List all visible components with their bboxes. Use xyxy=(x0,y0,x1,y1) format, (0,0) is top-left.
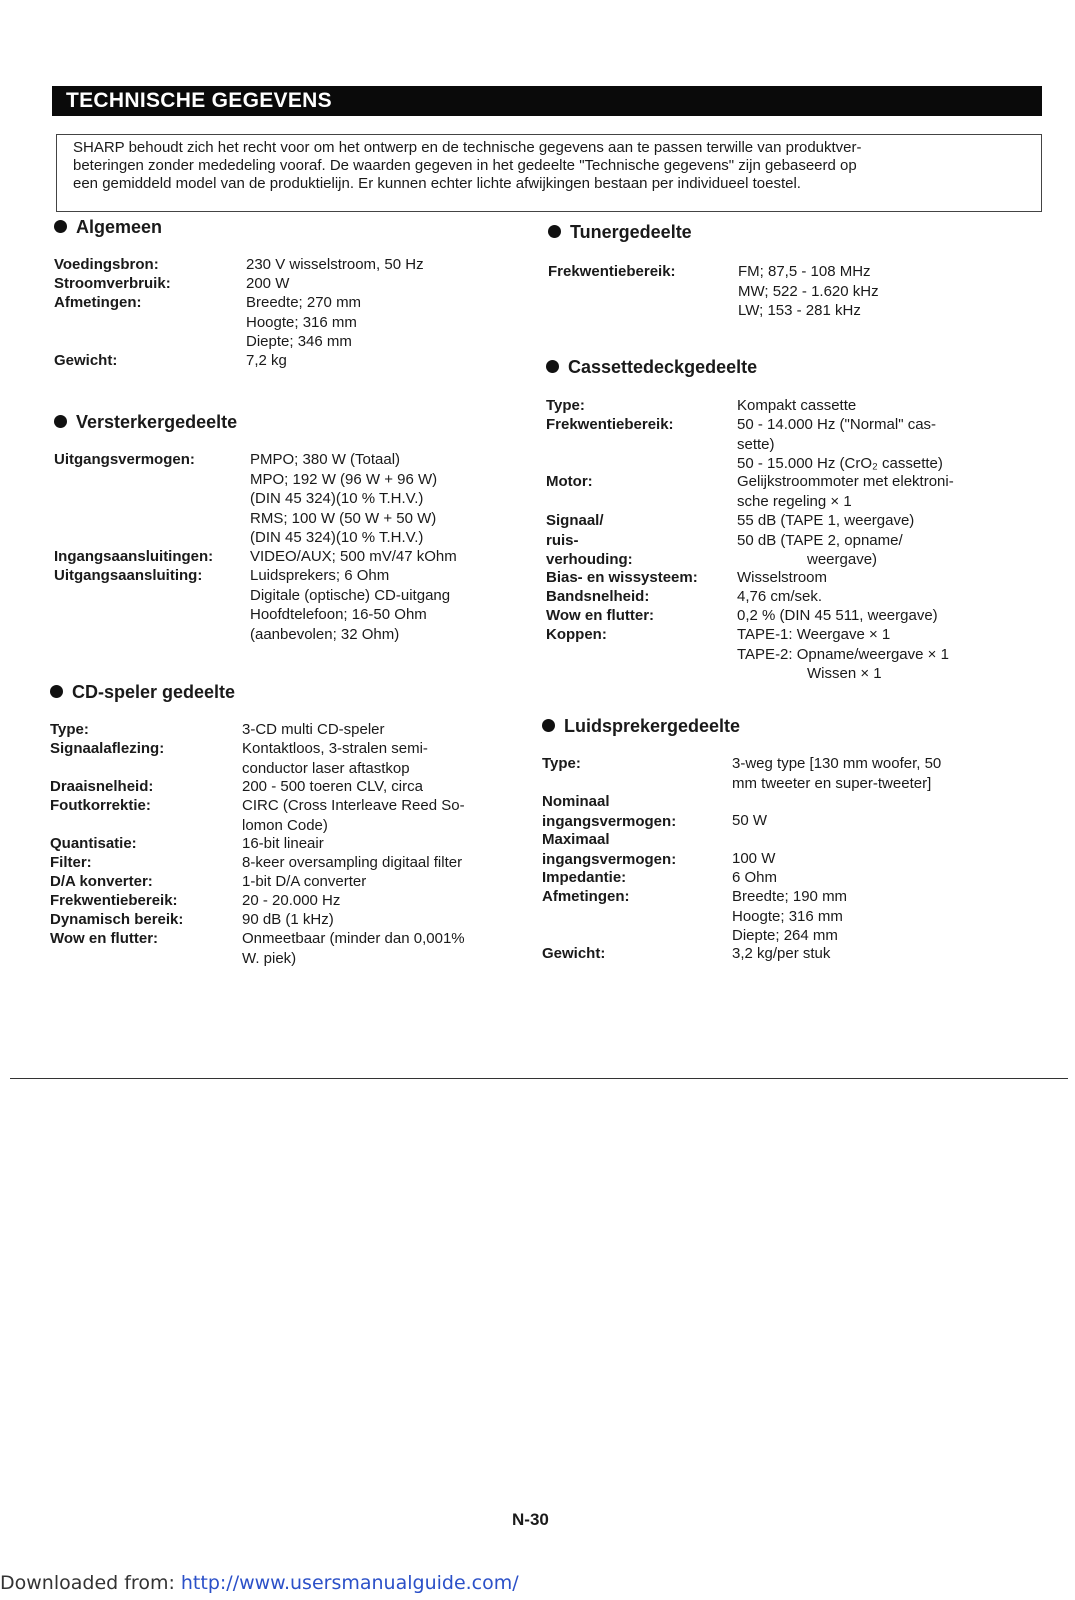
spec-label: Koppen: xyxy=(546,626,607,643)
spec-label: Draaisnelheid: xyxy=(50,778,154,795)
spec-label: Type: xyxy=(546,397,585,414)
section-title: Cassettedeckgedeelte xyxy=(546,357,757,378)
spec-label: Frekwentiebereik: xyxy=(548,263,676,280)
spec-label: Quantisatie: xyxy=(50,835,137,852)
spec-value: Kontaktloos, 3-stralen semi- conductor laser aftastkop xyxy=(242,740,428,777)
disclaimer-text xyxy=(73,139,1033,193)
footer-link[interactable]: http://www.usersmanualguide.com/ xyxy=(180,1572,519,1594)
section-title: Luidsprekergedeelte xyxy=(542,716,740,737)
spec-label: Uitgangsvermogen: xyxy=(54,451,195,468)
spec-value: 16-bit lineair xyxy=(242,835,324,852)
spec-label: Filter: xyxy=(50,854,92,871)
spec-value: Wisselstroom xyxy=(737,569,828,586)
footer-prefix: Downloaded from: xyxy=(0,1572,181,1594)
spec-label: Nominaal ingangsvermogen: xyxy=(542,793,677,830)
spec-label: Impedantie: xyxy=(542,869,627,886)
spec-value: Kompakt cassette xyxy=(737,397,857,414)
spec-value: Breedte; 190 mm Hoogte; 316 mm Diepte; 264 mm xyxy=(732,888,848,944)
spec-label: Maximaal ingangsvermogen: xyxy=(542,831,677,868)
spec-value: 200 - 500 toeren CLV, circa xyxy=(242,778,423,795)
spec-label: Wow en flutter: xyxy=(546,607,655,624)
spec-label: Uitgangsaansluiting: xyxy=(54,567,203,584)
spec-value: Onmeetbaar (minder dan 0,001% W. piek) xyxy=(242,930,465,967)
spec-value: CIRC (Cross Interleave Reed So- lomon Code) xyxy=(242,797,465,834)
spec-label: Signaalaflezing: xyxy=(50,740,165,757)
spec-label: Foutkorrektie: xyxy=(50,797,151,814)
spec-label: D/A konverter: xyxy=(50,873,153,890)
spec-value: 3-weg type [130 mm woofer, 50 mm tweeter en super-tweeter] xyxy=(732,755,942,792)
spec-value: 55 dB (TAPE 1, weergave) 50 dB (TAPE 2, opname/ weergave) xyxy=(737,512,915,568)
divider-line xyxy=(10,1078,1068,1079)
spec-value: 20 - 20.000 Hz xyxy=(242,892,341,909)
spec-value: 1-bit D/A converter xyxy=(242,873,367,890)
spec-label: Bias- en wissysteem: xyxy=(546,569,698,586)
spec-label: Stroomverbruik: xyxy=(54,275,171,292)
spec-value: 3-CD multi CD-speler xyxy=(242,721,385,738)
bullet-icon xyxy=(546,360,559,373)
section-header-bar xyxy=(52,86,1042,116)
spec-value: 3,2 kg/per stuk xyxy=(732,945,831,962)
bullet-icon xyxy=(542,719,555,732)
spec-label: Frekwentiebereik: xyxy=(546,416,674,433)
spec-value: PMPO; 380 W (Totaal) MPO; 192 W (96 W + 96 W) (DIN 45 324)(10 % T.H.V.) RMS; 100 W (50 W + 50 W) (DIN 45 324)(10 % T.H.V.) xyxy=(250,451,438,546)
spec-value: 4,76 cm/sek. xyxy=(737,588,823,605)
disclaimer-box xyxy=(56,134,1042,212)
spec-value: 6 Ohm xyxy=(732,869,778,886)
spec-label: Afmetingen: xyxy=(542,888,630,905)
spec-value: 230 V wisselstroom, 50 Hz xyxy=(246,256,424,273)
spec-label: Gewicht: xyxy=(542,945,606,962)
spec-label: Type: xyxy=(50,721,89,738)
spec-label: Frekwentiebereik: xyxy=(50,892,178,909)
spec-label: Wow en flutter: xyxy=(50,930,159,947)
spec-value: 0,2 % (DIN 45 511, weergave) xyxy=(737,607,938,624)
spec-value: 90 dB (1 kHz) xyxy=(242,911,334,928)
footer xyxy=(0,1572,519,1594)
spec-label: Bandsnelheid: xyxy=(546,588,650,605)
spec-value: TAPE-1: Weergave × 1 TAPE-2: Opname/weergave × 1 Wissen × 1 xyxy=(737,626,949,682)
bullet-icon xyxy=(548,225,561,238)
spec-value: Breedte; 270 mm Hoogte; 316 mm Diepte; 346 mm xyxy=(246,294,362,350)
spec-label: Gewicht: xyxy=(54,352,118,369)
spec-label: Dynamisch bereik: xyxy=(50,911,184,928)
spec-label: Signaal/ ruis-verhouding: xyxy=(546,512,633,568)
spec-value: 200 W xyxy=(246,275,290,292)
bullet-icon xyxy=(50,685,63,698)
spec-value: 7,2 kg xyxy=(246,352,287,369)
spec-value: 50 W xyxy=(732,812,768,829)
spec-value: Gelijkstroommoter met elektroni- sche regeling × 1 xyxy=(737,473,954,510)
section-title: Algemeen xyxy=(54,217,162,238)
section-title: CD-speler gedeelte xyxy=(50,682,235,703)
spec-value: 100 W xyxy=(732,850,776,867)
spec-value: VIDEO/AUX; 500 mV/47 kOhm xyxy=(250,548,457,565)
disclaimer-line: SHARP behoudt zich het recht voor om het ontwerp en de technische gegevens aan te passen terwille van produktver- xyxy=(73,139,862,156)
spec-value: 8-keer oversampling digitaal filter xyxy=(242,854,463,871)
spec-label: Afmetingen: xyxy=(54,294,142,311)
spec-label: Type: xyxy=(542,755,581,772)
spec-label: Ingangsaansluitingen: xyxy=(54,548,214,565)
spec-label: Voedingsbron: xyxy=(54,256,159,273)
bullet-icon xyxy=(54,415,67,428)
spec-value: 50 - 14.000 Hz ("Normal" cas- sette) 50 - 15.000 Hz (CrO₂ cassette) xyxy=(737,416,943,472)
disclaimer-line: een gemiddeld model van de produktielijn. Er kunnen echter lichte afwijkingen bestaan per individueel toestel. xyxy=(73,175,801,192)
section-title: Tunergedeelte xyxy=(548,222,692,243)
disclaimer-line: beteringen zonder mededeling vooraf. De waarden gegeven in het gedeelte "Technische gegevens" zijn gebaseerd op xyxy=(73,157,857,174)
bullet-icon xyxy=(54,220,67,233)
spec-value: FM; 87,5 - 108 MHz MW; 522 - 1.620 kHz LW; 153 - 281 kHz xyxy=(738,263,879,319)
spec-label: Motor: xyxy=(546,473,593,490)
spec-value: Luidsprekers; 6 Ohm Digitale (optische) CD-uitgang Hoofdtelefoon; 16-50 Ohm (aanbevolen; 32 Ohm) xyxy=(250,567,451,643)
section-title: Versterkergedeelte xyxy=(54,412,237,433)
page-title: TECHNISCHE GEGEVENS xyxy=(66,89,332,112)
page-number: N-30 xyxy=(512,1510,549,1529)
